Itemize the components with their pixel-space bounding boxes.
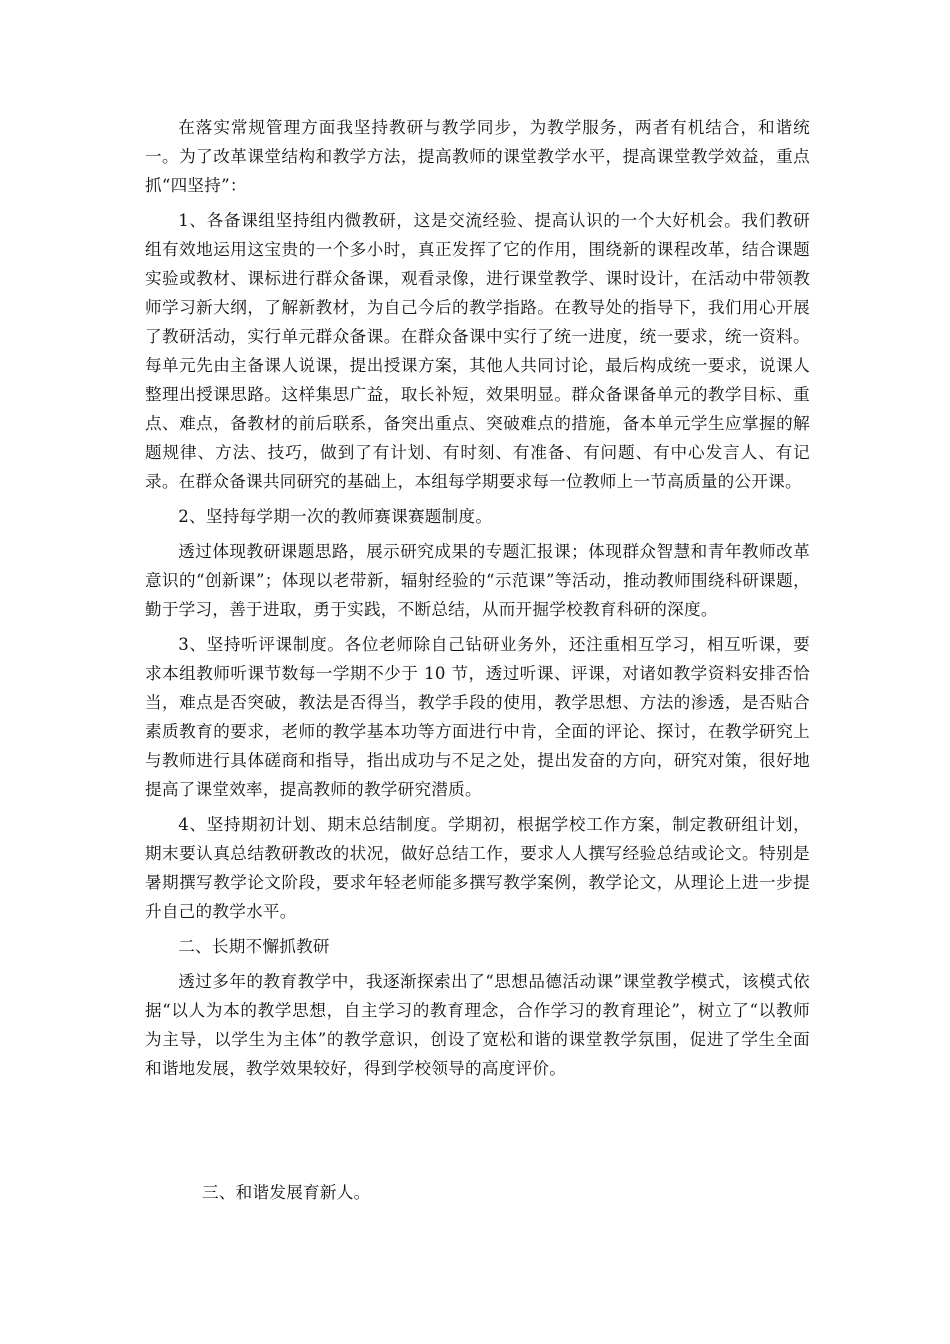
document-body (145, 113, 810, 1089)
paragraph-point-3-lesson-review: 3、坚持听评课制度。各位老师除自己钻研业务外，还注重相互学习，相互听课，要求本组教师听课节数每一学期不少于 10 节，透过听课、评课，对诸如教学资料安排否恰当，难点是否突破，教法是否得当，教学手段的使用，教学思想、方法的渗透，是否贴合素质教育的要求，老师的教学基本功等方面进行中肯，全面的评论、探讨，在教学研究上与教师进行具体磋商和指导，指出成功与不足之处，提出发奋的方向，研究对策，很好地提高了课堂效率，提高教师的教学研究潜质。 (145, 635, 810, 799)
paragraph-section-two-body: 透过多年的教育教学中，我逐渐探索出了“思想品德活动课”课堂教学模式，该模式依据“以人为本的教学思想，自主学习的教育理念，合作学习的教育理论”，树立了“以教师为主导，以学生为主体”的教学意识，创设了宽松和谐的课堂教学氛围，促进了学生全面和谐地发展，教学效果较好，得到学校领导的高度评价。 (145, 972, 810, 1078)
paragraph-point-1-micro-research: 1、各备课组坚持组内微教研，这是交流经验、提高认识的一个大好机会。我们教研组有效地运用这宝贵的一个多小时，真正发挥了它的作用，围绕新的课程改革，结合课题实验或教材、课标进行群众备课，观看录像，进行课堂教学、课时设计，在活动中带领教师学习新大纲，了解新教材，为自己今后的教学指路。在教导处的指导下，我们用心开展了教研活动，实行单元群众备课。在群众备课中实行了统一进度，统一要求，统一资料。每单元先由主备课人说课，提出授课方案，其他人共同讨论，最后构成统一要求，说课人整理出授课思路。这样集思广益，取长补短，效果明显。群众备课备单元的教学目标、重点、难点，备教材的前后联系，备突出重点、突破难点的措施，备本单元学生应掌握的解题规律、方法、技巧，做到了有计划、有时刻、有准备、有问题、有中心发言人、有记录。在群众备课共同研究的基础上，本组每学期要求每一位教师上一节高质量的公开课。 (145, 211, 810, 491)
section-two-heading: 二、长期不懈抓教研 (178, 937, 330, 956)
paragraph-routine-management: 在落实常规管理方面我坚持教研与教学同步，为教学服务，两者有机结合，和谐统一。为了改革课堂结构和教学方法，提高教师的课堂教学水平，提高课堂教学效益，重点抓“四坚持”： (145, 118, 810, 195)
paragraph-point-2-body: 透过体现教研课题思路，展示研究成果的专题汇报课；体现群众智慧和青年教师改革意识的“创新课”；体现以老带新，辐射经验的“示范课”等活动，推动教师围绕科研课题，勤于学习，善于进取，勇于实践，不断总结，从而开掘学校教育科研的深度。 (145, 542, 810, 619)
paragraph-point-2-heading: 2、坚持每学期一次的教师赛课赛题制度。 (178, 507, 493, 526)
paragraph-point-4-plan-summary: 4、坚持期初计划、期末总结制度。学期初，根据学校工作方案，制定教研组计划，期末要认真总结教研教改的状况，做好总结工作，要求人人撰写经验总结或论文。特别是暑期撰写教学论文阶段，要求年轻老师能多撰写教学案例，教学论文，从理论上进一步提升自己的教学水平。 (145, 815, 810, 921)
section-three-heading: 三、和谐发展育新人。 (202, 1183, 371, 1202)
